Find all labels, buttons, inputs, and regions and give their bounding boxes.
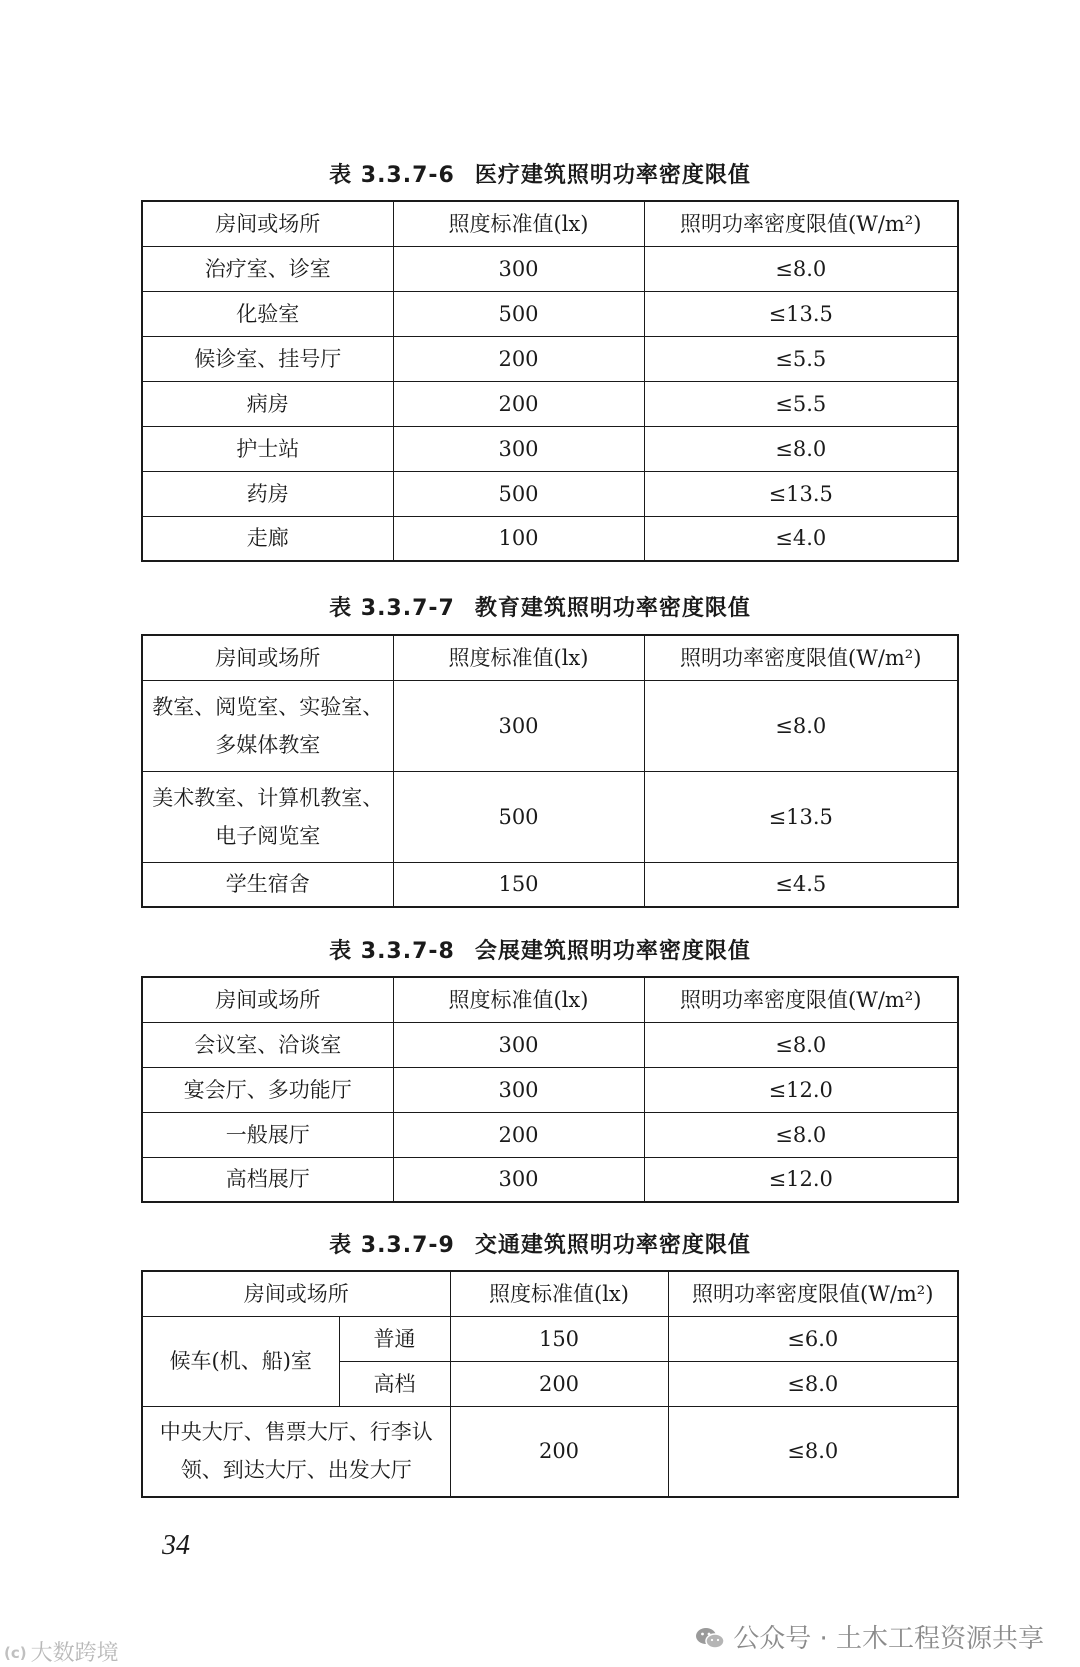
page-number: 34 — [162, 1530, 190, 1561]
room-cell: 病房 — [142, 381, 393, 426]
illuminance-cell: 300 — [393, 1022, 644, 1067]
header-lpd: 照明功率密度限值(W/m²) — [668, 1271, 958, 1316]
header-lpd: 照明功率密度限值(W/m²) — [644, 635, 958, 680]
illuminance-cell: 300 — [393, 246, 644, 291]
illuminance-cell: 500 — [393, 291, 644, 336]
table-header-row — [142, 201, 958, 246]
room-cell: 候诊室、挂号厅 — [142, 336, 393, 381]
lpd-cell: ≤5.5 — [644, 381, 958, 426]
room-cell: 护士站 — [142, 426, 393, 471]
table-row — [142, 1157, 958, 1202]
illuminance-cell: 500 — [393, 471, 644, 516]
room-cell: 化验室 — [142, 291, 393, 336]
lpd-cell: ≤6.0 — [668, 1316, 958, 1361]
illuminance-cell: 200 — [393, 381, 644, 426]
table-row — [142, 246, 958, 291]
table-exhibition — [141, 976, 959, 1203]
header-illuminance: 照度标准值(lx) — [393, 635, 644, 680]
room-cell: 高档展厅 — [142, 1157, 393, 1202]
lpd-cell: ≤13.5 — [644, 291, 958, 336]
lpd-cell: ≤8.0 — [644, 246, 958, 291]
header-room: 房间或场所 — [142, 1271, 450, 1316]
illuminance-cell: 200 — [393, 336, 644, 381]
lpd-cell: ≤8.0 — [644, 426, 958, 471]
room-cell: 一般展厅 — [142, 1112, 393, 1157]
header-lpd: 照明功率密度限值(W/m²) — [644, 201, 958, 246]
table-medical — [141, 200, 959, 562]
room-cell: 会议室、洽谈室 — [142, 1022, 393, 1067]
table-row — [142, 471, 958, 516]
table-row — [142, 336, 958, 381]
lpd-cell: ≤8.0 — [644, 1022, 958, 1067]
illuminance-cell: 500 — [393, 771, 644, 862]
brand-watermark — [4, 1636, 119, 1667]
table-row — [142, 291, 958, 336]
table-header-row — [142, 635, 958, 680]
brand-watermark-text: 大数跨境 — [30, 1641, 119, 1666]
table-row — [142, 1067, 958, 1112]
lpd-cell: ≤12.0 — [644, 1067, 958, 1112]
table-row — [142, 771, 958, 862]
room-cell: 中央大厅、售票大厅、行李认领、到达大厅、出发大厅 — [142, 1406, 450, 1497]
table-education — [141, 634, 959, 908]
table-row — [142, 1022, 958, 1067]
logo-icon: (c) — [4, 1644, 27, 1662]
room-cell: 宴会厅、多功能厅 — [142, 1067, 393, 1112]
table-header-row — [142, 977, 958, 1022]
table-row — [142, 1316, 958, 1361]
table-row — [142, 1112, 958, 1157]
lpd-cell: ≤8.0 — [668, 1406, 958, 1497]
lpd-cell: ≤4.5 — [644, 862, 958, 907]
illuminance-cell: 200 — [393, 1112, 644, 1157]
header-room: 房间或场所 — [142, 635, 393, 680]
wechat-icon — [695, 1626, 725, 1650]
illuminance-cell: 100 — [393, 516, 644, 561]
lpd-cell: ≤13.5 — [644, 471, 958, 516]
room-cell: 药房 — [142, 471, 393, 516]
illuminance-cell: 300 — [393, 426, 644, 471]
header-illuminance: 照度标准值(lx) — [393, 201, 644, 246]
room-cell: 教室、阅览室、实验室、多媒体教室 — [142, 680, 393, 771]
header-illuminance: 照度标准值(lx) — [450, 1271, 668, 1316]
lpd-cell: ≤5.5 — [644, 336, 958, 381]
table-row — [142, 1406, 958, 1497]
header-lpd: 照明功率密度限值(W/m²) — [644, 977, 958, 1022]
table-title-medical: 表 3.3.7-6 医疗建筑照明功率密度限值 — [329, 163, 751, 188]
illuminance-cell: 300 — [393, 1067, 644, 1112]
header-room: 房间或场所 — [142, 977, 393, 1022]
illuminance-cell: 300 — [393, 680, 644, 771]
table-title-education: 表 3.3.7-7 教育建筑照明功率密度限值 — [329, 596, 751, 621]
waiting-room-cell: 候车(机、船)室 — [142, 1316, 339, 1406]
header-room: 房间或场所 — [142, 201, 393, 246]
table-title-exhibition: 表 3.3.7-8 会展建筑照明功率密度限值 — [329, 939, 751, 964]
lpd-cell: ≤4.0 — [644, 516, 958, 561]
table-row — [142, 516, 958, 561]
lpd-cell: ≤8.0 — [644, 680, 958, 771]
table-header-row — [142, 1271, 958, 1316]
lpd-cell: ≤13.5 — [644, 771, 958, 862]
room-cell: 学生宿舍 — [142, 862, 393, 907]
wechat-watermark — [695, 1618, 1044, 1655]
table-row — [142, 862, 958, 907]
table-row — [142, 426, 958, 471]
room-cell: 美术教室、计算机教室、电子阅览室 — [142, 771, 393, 862]
table-title-transport: 表 3.3.7-9 交通建筑照明功率密度限值 — [329, 1233, 751, 1258]
illuminance-cell: 150 — [450, 1316, 668, 1361]
room-cell: 治疗室、诊室 — [142, 246, 393, 291]
lpd-cell: ≤8.0 — [668, 1361, 958, 1406]
illuminance-cell: 200 — [450, 1361, 668, 1406]
table-row — [142, 680, 958, 771]
wechat-watermark-text: 公众号 · 土木工程资源共享 — [733, 1624, 1044, 1654]
header-illuminance: 照度标准值(lx) — [393, 977, 644, 1022]
grade-cell: 高档 — [339, 1361, 450, 1406]
grade-cell: 普通 — [339, 1316, 450, 1361]
room-cell: 走廊 — [142, 516, 393, 561]
table-row — [142, 381, 958, 426]
lpd-cell: ≤8.0 — [644, 1112, 958, 1157]
illuminance-cell: 300 — [393, 1157, 644, 1202]
lpd-cell: ≤12.0 — [644, 1157, 958, 1202]
illuminance-cell: 150 — [393, 862, 644, 907]
illuminance-cell: 200 — [450, 1406, 668, 1497]
table-transport — [141, 1270, 959, 1498]
